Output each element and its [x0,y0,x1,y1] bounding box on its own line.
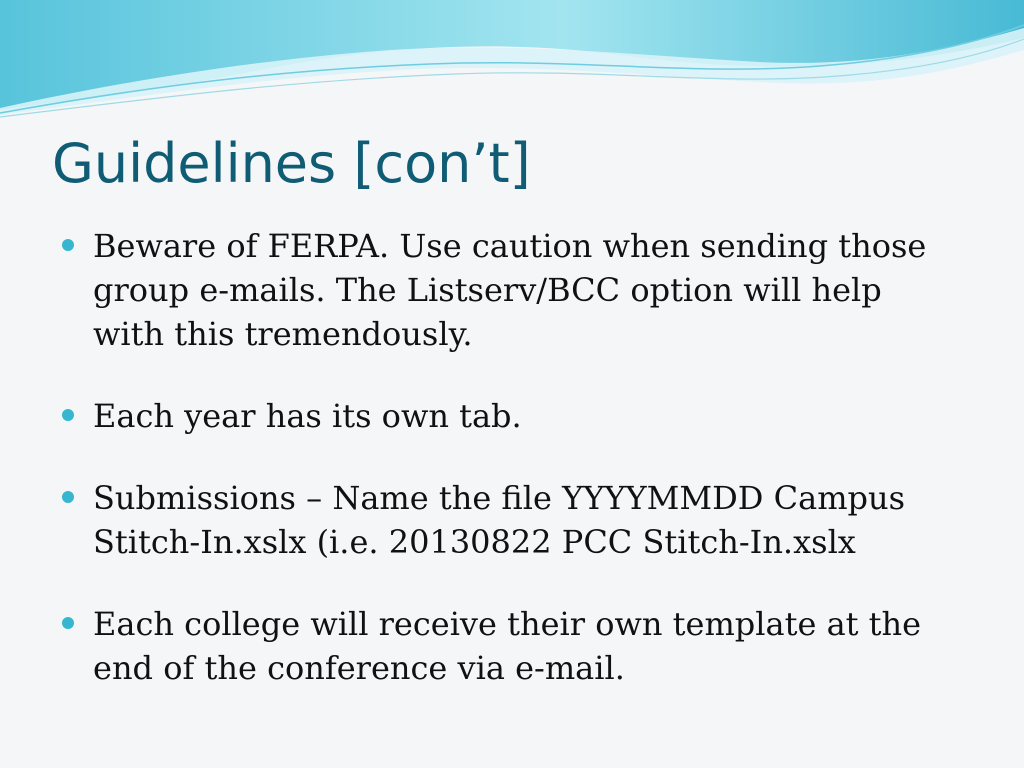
slide-title: Guidelines [con’t] [52,132,531,195]
bullet-text: Beware of FERPA. Use caution when sending those group e-mails. The Listserv/BCC option will help with this tremendously. [93,227,927,353]
bullet-point-icon [62,239,74,251]
bullet-text: Submissions – Name the file YYYYMMDD Campus Stitch-In.xslx (i.e. 20130822 PCC Stitch-In.xslx [93,479,906,561]
bullet-text: Each college will receive their own template at the end of the conference via e-mail. [93,605,922,687]
decorative-wave-header [0,0,1024,120]
bullet-item-template [62,602,962,690]
bullet-list [62,224,962,728]
bullet-item-year-tab [62,394,962,438]
bullet-point-icon [62,409,74,421]
bullet-point-icon [62,617,74,629]
bullet-item-ferpa [62,224,962,356]
bullet-point-icon [62,491,74,503]
bullet-text: Each year has its own tab. [93,397,522,435]
bullet-item-submissions [62,476,962,564]
